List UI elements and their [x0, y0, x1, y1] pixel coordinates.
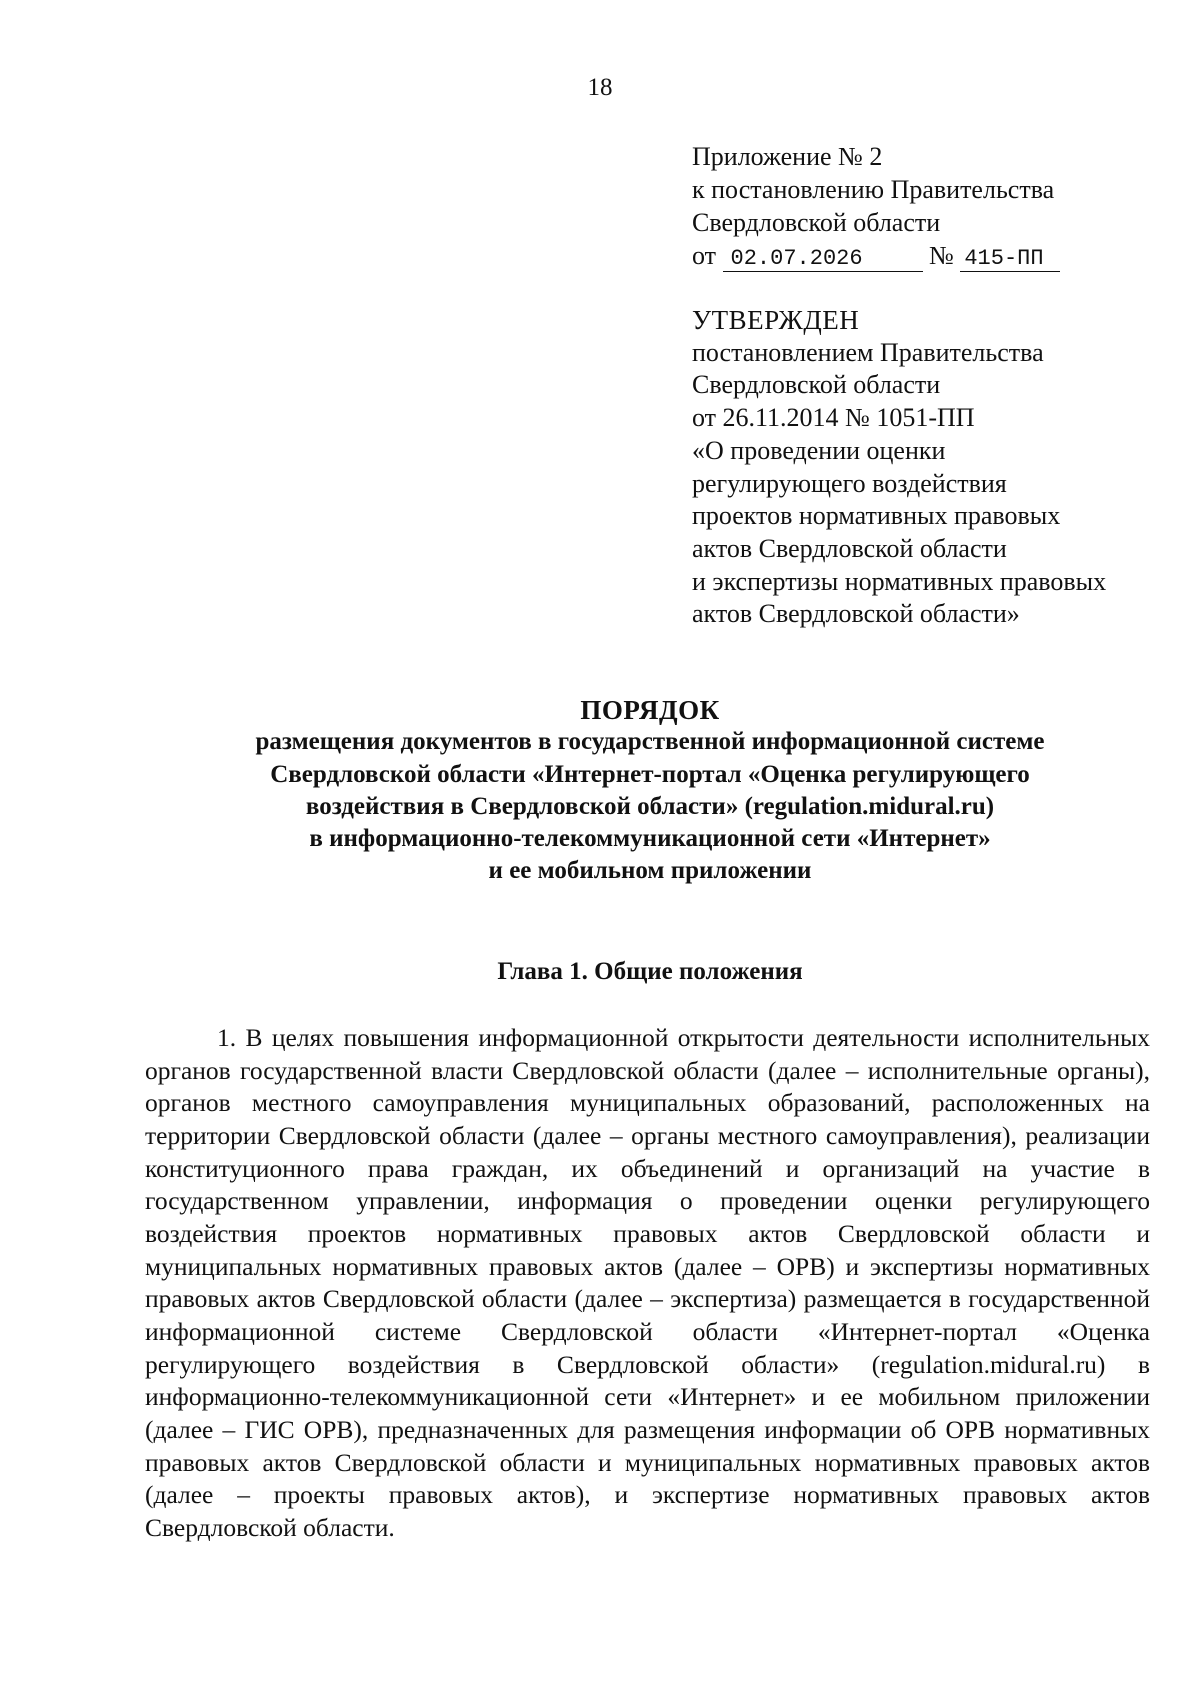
- title-line: воздействия в Свердловской области» (regulation.midural.ru): [305, 792, 995, 820]
- title-line: в информационно-телекоммуникационной сети «Интернет»: [309, 825, 991, 853]
- approved-line: проектов нормативных правовых: [692, 501, 1061, 531]
- appendix-block: [692, 140, 1172, 272]
- paragraph: 1. В целях повышения информационной открытости деятельности исполнительных органов государственной власти Свердловской области (далее – исполнительные органы), органов местного самоуправления муниципальных образований, расположенных на территории Свердловской области (далее – органы местного самоуправления), реализации конституционного права граждан, их объединений и организаций на участие в государственном управлении, информация о проведении оценки регулирующего воздействия проектов нормативных правовых актов Свердловской области и муниципальных нормативных правовых актов (далее – ОРВ) и экспертизы нормативных правовых актов Свердловской области (далее – экспертиза) размещается в государственной информационной системе Свердловской области «Интернет-портал «Оценка регулирующего воздействия в Свердловской области» (regulation.midural.ru) в информационно-телекоммуникационной сети «Интернет» и ее мобильном приложении (далее – ГИС ОРВ), предназначенных для размещения информации об ОРВ нормативных правовых актов Свердловской области и муниципальных нормативных правовых актов (далее – проекты правовых актов), и экспертизе нормативных правовых актов Свердловской области.: [145, 1023, 1150, 1542]
- resolution-number: 415-ПП: [960, 247, 1060, 272]
- approved-line: постановлением Правительства: [692, 337, 1044, 367]
- appendix-line: к постановлению Правительства: [692, 175, 1055, 204]
- approved-line: актов Свердловской области»: [692, 599, 1020, 629]
- approved-line: и экспертизы нормативных правовых: [692, 566, 1107, 596]
- number-prefix: №: [929, 241, 954, 270]
- appendix-date-line: [692, 239, 1172, 272]
- page-number: 18: [587, 74, 613, 101]
- approved-line: регулирующего воздействия: [692, 468, 1007, 498]
- title-line: и ее мобильном приложении: [488, 857, 812, 885]
- approved-line: от 26.11.2014 № 1051-ПП: [692, 403, 975, 433]
- appendix-line: Свердловской области: [692, 208, 941, 237]
- date-prefix: от: [692, 241, 717, 270]
- resolution-date: 02.07.2026: [723, 247, 923, 272]
- approved-heading: УТВЕРЖДЕН: [692, 305, 860, 335]
- title-line: Свердловской области «Интернет-портал «Оценка регулирующего: [270, 760, 1030, 788]
- document-title: [140, 694, 1160, 888]
- chapter-heading: Глава 1. Общие положения: [497, 958, 803, 985]
- title-line: размещения документов в государственной информационной системе: [255, 728, 1045, 756]
- approved-line: актов Свердловской области: [692, 533, 1007, 563]
- approved-line: Свердловской области: [692, 370, 941, 400]
- approved-block: [692, 304, 1172, 631]
- appendix-line: Приложение № 2: [692, 142, 883, 171]
- approved-line: «О проведении оценки: [692, 435, 946, 465]
- title-main: ПОРЯДОК: [580, 695, 720, 725]
